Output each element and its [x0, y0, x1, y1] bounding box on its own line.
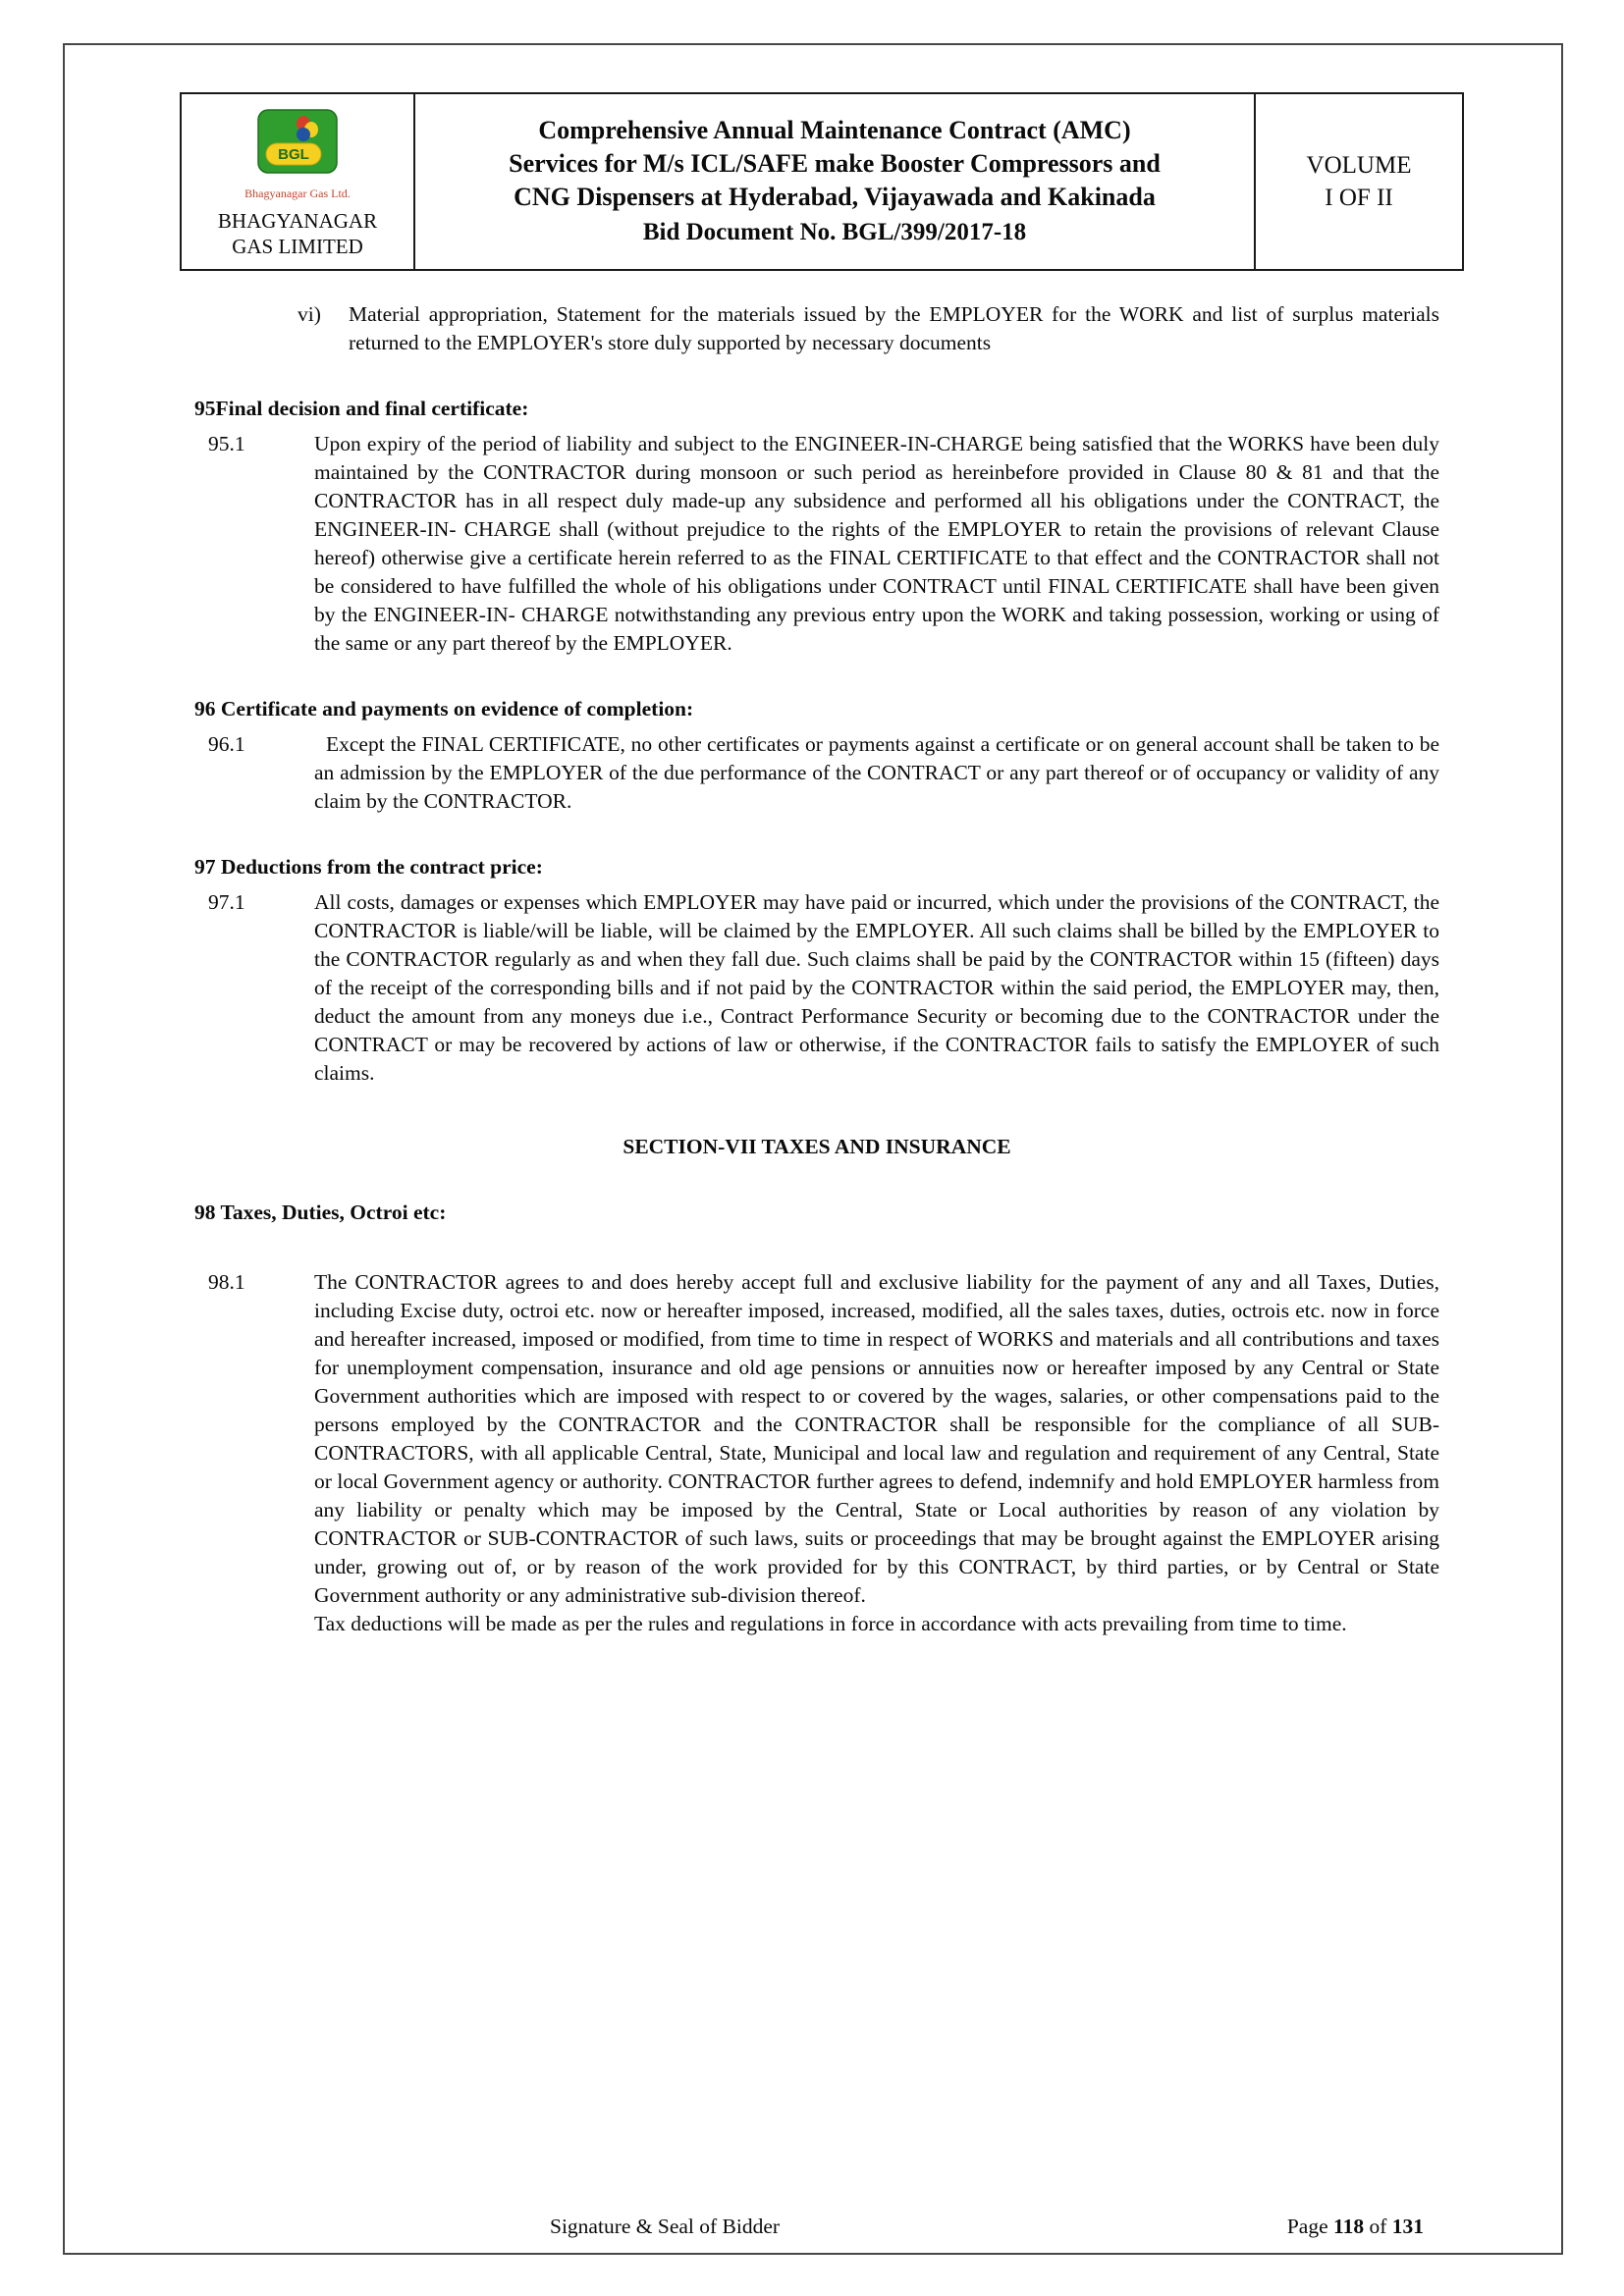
clause-95-1-text: Upon expiry of the period of liability and subject to the ENGINEER-IN-CHARGE being satisfied that the WORKS have been duly maintained by the CONTRACTOR during monsoon or such period as hereinbefore provided in Clause 80 & 81 and that the CONTRACTOR has in all respect duly made-up any subsidence and performed all his obligations under the CONTRACT, the ENGINEER-IN- CHARGE shall (without prejudice to the rights of the EMPLOYER to retain the provisions of relevant Clause hereof) otherwise give a certificate herein referred to as the FINAL CERTIFICATE to that effect and the CONTRACTOR shall not be considered to have fulfilled the whole of his obligations under CONTRACT until FINAL CERTIFICATE shall have been given by the ENGINEER-IN- CHARGE notwithstanding any previous entry upon the WORK and taking possession, working or using of the same or any part thereof by the EMPLOYER.: [314, 432, 1439, 655]
section-98: [194, 1199, 1439, 1638]
page-number: 118: [1333, 2215, 1365, 2238]
page-number-indicator: [1287, 2215, 1424, 2239]
clause-98-1-paragraph-2: Tax deductions will be made as per the rules and regulations in force in accordance with acts prevailing from time to time.: [314, 1612, 1347, 1635]
svg-text:BGL: BGL: [278, 146, 309, 163]
list-item-marker: vi): [298, 302, 321, 326]
clause-96-1-text: Except the FINAL CERTIFICATE, no other certificates or payments against a certificate or on general account shall be taken to be an admission by the EMPLOYER of the due performance of the CONTRACT or any part thereof or of occupancy or validity of any claim by the CONTRACTOR.: [314, 732, 1439, 813]
clause-95-1: [194, 430, 1439, 658]
section-98-heading: 98 Taxes, Duties, Octroi etc:: [194, 1201, 447, 1224]
signature-seal-label: Signature & Seal of Bidder: [550, 2215, 781, 2238]
logo-caption: Bhagyanagar Gas Ltd.: [244, 187, 351, 200]
page-border: [63, 43, 1563, 2255]
clause-97-1-text: All costs, damages or expenses which EMPLOYER may have paid or incurred, which under the provisions of the CONTRACT, the CONTRACTOR is liable/will be liable, will be claimed by the EMPLOYER. All such claims shall be billed by the EMPLOYER to the CONTRACTOR regularly as and when they fall due. Such claims shall be paid by the CONTRACTOR within 15 (fifteen) days of the receipt of the corresponding bills and if not paid by the CONTRACTOR within the said period, the EMPLOYER may, then, deduct the amount from any moneys due i.e., Contract Performance Security or becoming due to the CONTRACTOR under the CONTRACT or may be recovered by actions of law or otherwise, if the CONTRACTOR fails to satisfy the EMPLOYER of such claims.: [314, 890, 1439, 1085]
clause-97-1: [194, 888, 1439, 1088]
section-96-heading: 96 Certificate and payments on evidence of completion:: [194, 697, 694, 721]
volume-cell: [1254, 94, 1462, 269]
volume-line-1: VOLUME: [1306, 152, 1412, 179]
volume-line-2: I OF II: [1325, 185, 1393, 211]
bid-document-number: Bid Document No. BGL/399/2017-18: [642, 219, 1027, 245]
clause-98-1-body: [314, 1268, 1439, 1638]
section-95-heading: 95Final decision and final certificate:: [194, 397, 529, 420]
clause-98-1-number: 98.1: [208, 1270, 245, 1294]
list-item-vi: [298, 300, 1439, 357]
logo-cell: [182, 94, 413, 269]
page-prefix: Page: [1286, 2215, 1328, 2238]
document-header-table: [180, 92, 1464, 271]
clause-98-1-paragraph-1: The CONTRACTOR agrees to and does hereby accept full and exclusive liability for the payment of any and all Taxes, Duties, including Excise duty, octroi etc. now or hereafter imposed, increased, modified, all the sales taxes, duties, octrois etc. now in force and hereafter increased, imposed or modified, from time to time in respect of WORKS and materials and all contributions and taxes for unemployment compensation, insurance and old age pensions or annuities now or hereafter imposed by any Central or State Government authorities which are imposed with respect to or covered by the wages, salaries, or other compensations paid to the persons employed by the CONTRACTOR and the CONTRACTOR shall be responsible for the compliance of all SUB-CONTRACTORS, with all applicable Central, State, Municipal and local law and regulation and requirement of any Central, State or local Government agency or authority. CONTRACTOR further agrees to defend, indemnify and hold EMPLOYER harmless from any liability or penalty which may be imposed by the Central, State or Local authorities by reason of any violation by CONTRACTOR or SUB-CONTRACTOR of such laws, suits or proceedings that may be brought against the EMPLOYER arising under, growing out of, or by reason of the work provided for by this CONTRACT, by third parties, or by Central or State Government authority or any administrative sub-division thereof.: [314, 1270, 1439, 1607]
clause-98-1: [194, 1268, 1439, 1638]
page-of: of: [1369, 2215, 1387, 2238]
page-total: 131: [1391, 2215, 1424, 2238]
bgl-logo-icon: [250, 108, 345, 185]
clause-95-1-number: 95.1: [208, 432, 245, 455]
organization-name: BHAGYANAGAR GAS LIMITED: [217, 209, 378, 258]
clause-96-1-number: 96.1: [208, 732, 245, 756]
section-95: [194, 395, 1439, 658]
title-cell: [413, 94, 1254, 269]
clause-96-1: [194, 730, 1439, 816]
section-97-heading: 97 Deductions from the contract price:: [194, 855, 543, 879]
list-item-text: Material appropriation, Statement for the materials issued by the EMPLOYER for the WORK and list of surplus materials returned to the EMPLOYER's store duly supported by necessary documents: [349, 302, 1439, 354]
section-vii-title: SECTION-VII TAXES AND INSURANCE: [623, 1135, 1011, 1158]
document-body: [194, 300, 1439, 1638]
section-97: [194, 853, 1439, 1088]
section-96: [194, 695, 1439, 816]
clause-97-1-number: 97.1: [208, 890, 245, 914]
document-title: Comprehensive Annual Maintenance Contract (AMC) Services for M/s ICL/SAFE make Booster Compressors and CNG Dispensers at Hyderabad, Vijayawada and Kakinada: [509, 116, 1161, 211]
